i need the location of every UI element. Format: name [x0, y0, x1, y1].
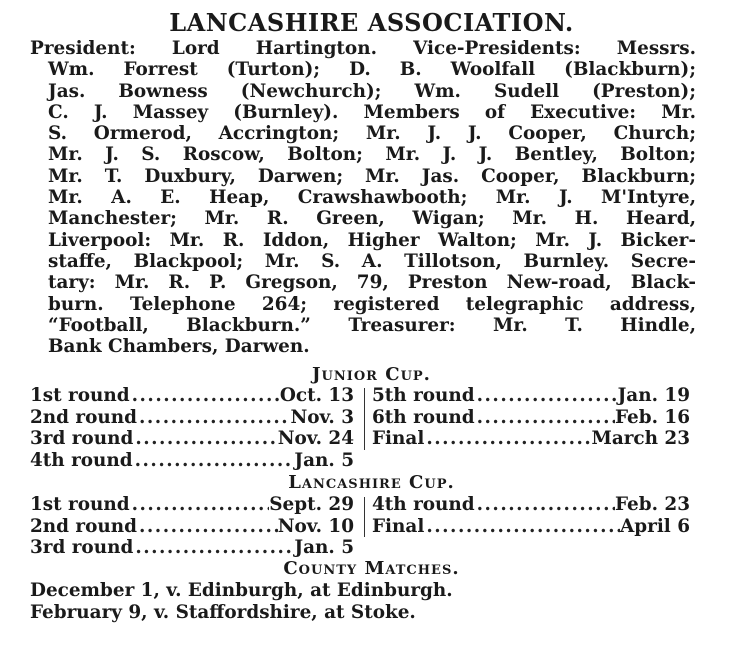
- fixture-row: 6th round ..... Feb. 16: [372, 407, 690, 429]
- junior-cup-heading: Junior Cup.: [312, 364, 431, 385]
- fixture-row: 1st round ..... Oct. 13: [30, 385, 354, 407]
- paragraph-line: Bank Chambers, Darwen.: [48, 336, 310, 358]
- paragraph-line: Wm. Forrest (Turton); D. B. Woolfall (Blackburn);: [48, 59, 696, 81]
- column-divider: [364, 388, 365, 450]
- lancashire-cup-right-column: [372, 494, 690, 537]
- fixture-row: 3rd round ..... Jan. 5: [30, 537, 354, 559]
- column-divider: [364, 497, 365, 537]
- fixture-row: 5th round ..... Jan. 19: [372, 385, 690, 407]
- paragraph-line: C. J. Massey (Burnley). Members of Executive: Mr.: [48, 101, 696, 123]
- lancashire-cup-left-column: [30, 494, 354, 559]
- fixture-row: 4th round ..... Jan. 5: [30, 450, 354, 472]
- junior-cup-right-column: [372, 385, 690, 450]
- county-matches-heading: County Matches.: [283, 558, 460, 579]
- junior-cup-left-column: [30, 385, 354, 471]
- paragraph-line: President: Lord Hartington. Vice-Presidents: Messrs.: [30, 38, 696, 59]
- paragraph-line: tary: Mr. R. P. Gregson, 79, Preston New-road, Black-: [48, 272, 696, 294]
- paragraph-line: Mr. T. Duxbury, Darwen; Mr. Jas. Cooper, Blackburn;: [48, 165, 696, 187]
- fixture-row: 3rd round ..... Nov. 24: [30, 428, 354, 450]
- county-match-line: December 1, v. Edinburgh, at Edinburgh.: [30, 580, 453, 601]
- officials-paragraph: [30, 38, 696, 357]
- paragraph-line: S. Ormerod, Accrington; Mr. J. J. Cooper, Church;: [48, 123, 696, 145]
- paragraph-line: Manchester; Mr. R. Green, Wigan; Mr. H. Heard,: [48, 208, 696, 230]
- fixture-row: 4th round ..... Feb. 23: [372, 494, 690, 516]
- fixture-row: Final ..... April 6: [372, 516, 690, 538]
- fixture-row: 2nd round ..... Nov. 10: [30, 516, 354, 538]
- fixture-row: 2nd round ..... Nov. 3: [30, 407, 354, 429]
- county-match-line: February 9, v. Staffordshire, at Stoke.: [30, 602, 416, 623]
- paragraph-line: staffe, Blackpool; Mr. S. A. Tillotson, Burnley. Secre-: [48, 250, 696, 272]
- paragraph-line: Mr. A. E. Heap, Crawshawbooth; Mr. J. M'Intyre,: [48, 187, 696, 209]
- article-title: LANCASHIRE ASSOCIATION.: [169, 8, 574, 37]
- fixture-row: Final ..... March 23: [372, 428, 690, 450]
- fixture-row: 1st round ..... Sept. 29: [30, 494, 354, 516]
- paragraph-line: Liverpool: Mr. R. Iddon, Higher Walton; Mr. J. Bicker-: [48, 229, 696, 251]
- lancashire-cup-heading: Lancashire Cup.: [288, 472, 455, 493]
- paragraph-line: Jas. Bowness (Newchurch); Wm. Sudell (Preston);: [48, 80, 696, 102]
- paragraph-line: Mr. J. S. Roscow, Bolton; Mr. J. J. Bentley, Bolton;: [48, 144, 696, 166]
- paragraph-line: “Football, Blackburn.” Treasurer: Mr. T. Hindle,: [48, 314, 696, 336]
- paragraph-line: burn. Telephone 264; registered telegraphic address,: [48, 293, 696, 315]
